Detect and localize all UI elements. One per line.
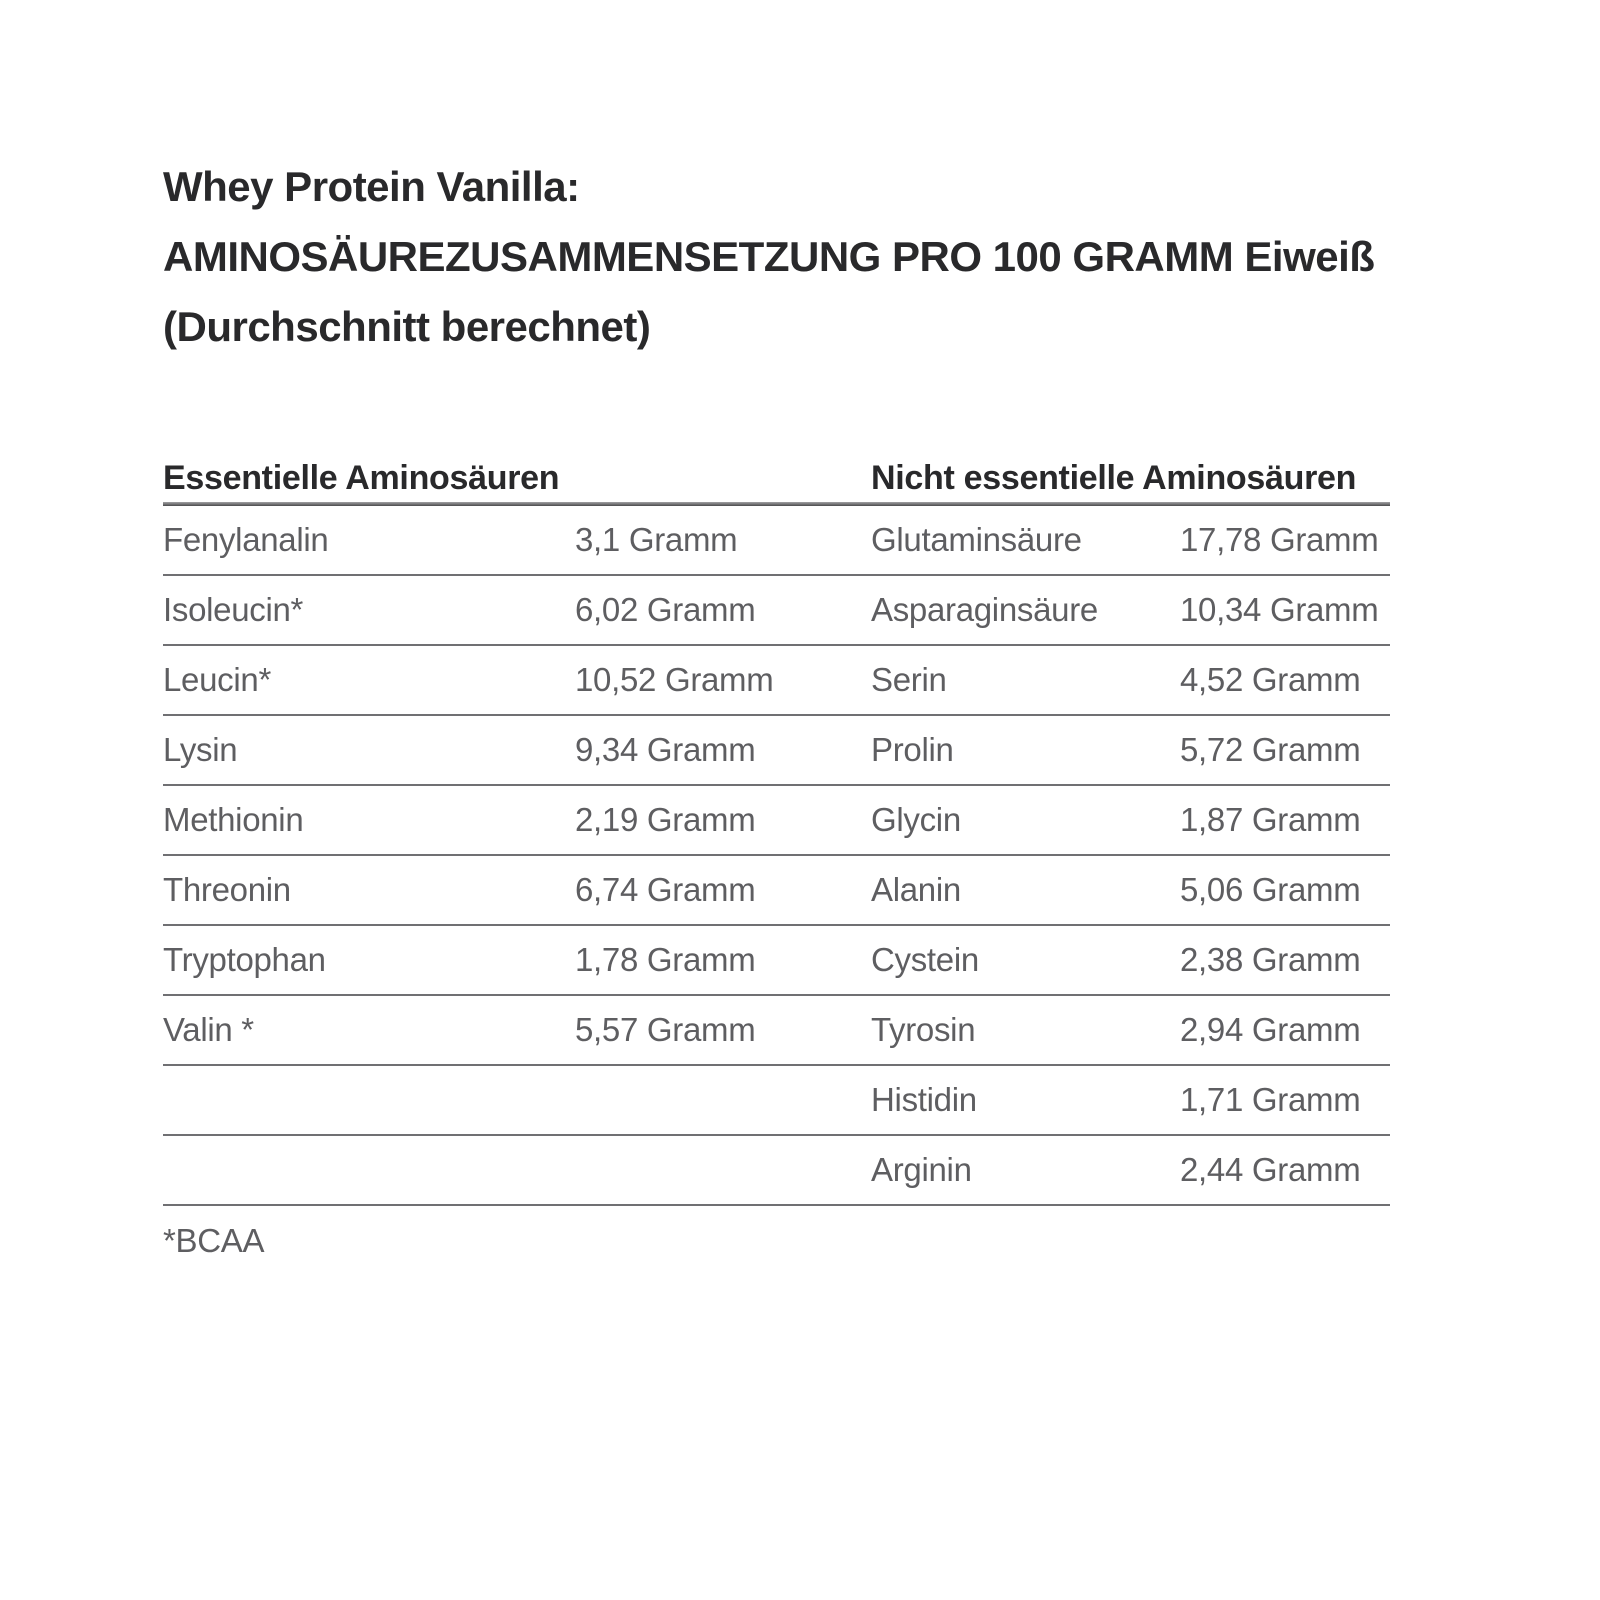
essential-amino-value: 2,19 Gramm (575, 801, 756, 838)
table-row (163, 1136, 1390, 1206)
table-row (163, 996, 1390, 1066)
non-essential-amino-name: Asparaginsäure (871, 591, 1098, 628)
essential-amino-name: Isoleucin* (163, 591, 304, 628)
table-row (163, 856, 1390, 926)
essential-amino-value: 1,78 Gramm (575, 941, 756, 978)
non-essential-amino-value: 17,78 Gramm (1180, 521, 1379, 558)
non-essential-amino-name: Arginin (871, 1151, 972, 1188)
essential-amino-value: 5,57 Gramm (575, 1011, 756, 1048)
title-line-composition: AMINOSÄUREZUSAMMENSETZUNG PRO 100 GRAMM Eiweiß (163, 233, 1375, 280)
table-row (163, 786, 1390, 856)
non-essential-amino-name: Histidin (871, 1081, 977, 1118)
non-essential-amino-value: 5,72 Gramm (1180, 731, 1361, 768)
table-row (163, 1066, 1390, 1136)
table-row (163, 716, 1390, 786)
non-essential-amino-name: Serin (871, 661, 947, 698)
non-essential-amino-value: 10,34 Gramm (1180, 591, 1379, 628)
essential-amino-value: 6,02 Gramm (575, 591, 756, 628)
essential-amino-name: Threonin (163, 871, 291, 908)
non-essential-amino-value: 2,94 Gramm (1180, 1011, 1361, 1048)
table-row (163, 506, 1390, 576)
table-header-row (163, 454, 1390, 502)
title-line-product: Whey Protein Vanilla: (163, 163, 580, 210)
essential-amino-value: 9,34 Gramm (575, 731, 756, 768)
non-essential-amino-name: Tyrosin (871, 1011, 976, 1048)
title-line-average: (Durchschnitt berechnet) (163, 303, 651, 350)
table-row (163, 926, 1390, 996)
column-header-essential: Essentielle Aminosäuren (163, 458, 560, 497)
bcaa-footnote: *BCAA (163, 1222, 265, 1259)
essential-amino-name: Fenylanalin (163, 521, 329, 558)
essential-amino-name: Leucin* (163, 661, 271, 698)
non-essential-amino-name: Cystein (871, 941, 979, 978)
table-row (163, 576, 1390, 646)
column-header-non-essential: Nicht essentielle Aminosäuren (871, 458, 1357, 497)
non-essential-amino-value: 2,44 Gramm (1180, 1151, 1361, 1188)
non-essential-amino-value: 2,38 Gramm (1180, 941, 1361, 978)
table-row (163, 646, 1390, 716)
non-essential-amino-value: 1,71 Gramm (1180, 1081, 1361, 1118)
essential-amino-name: Tryptophan (163, 941, 326, 978)
amino-acid-table (163, 454, 1390, 1206)
essential-amino-value: 10,52 Gramm (575, 661, 774, 698)
page-title (163, 152, 1392, 362)
non-essential-amino-value: 1,87 Gramm (1180, 801, 1361, 838)
essential-amino-value: 6,74 Gramm (575, 871, 756, 908)
essential-amino-name: Methionin (163, 801, 304, 838)
non-essential-amino-name: Alanin (871, 871, 961, 908)
non-essential-amino-value: 4,52 Gramm (1180, 661, 1361, 698)
essential-amino-name: Lysin (163, 731, 238, 768)
non-essential-amino-name: Prolin (871, 731, 954, 768)
non-essential-amino-value: 5,06 Gramm (1180, 871, 1361, 908)
non-essential-amino-name: Glutaminsäure (871, 521, 1082, 558)
essential-amino-value: 3,1 Gramm (575, 521, 738, 558)
essential-amino-name: Valin * (163, 1011, 254, 1048)
non-essential-amino-name: Glycin (871, 801, 961, 838)
